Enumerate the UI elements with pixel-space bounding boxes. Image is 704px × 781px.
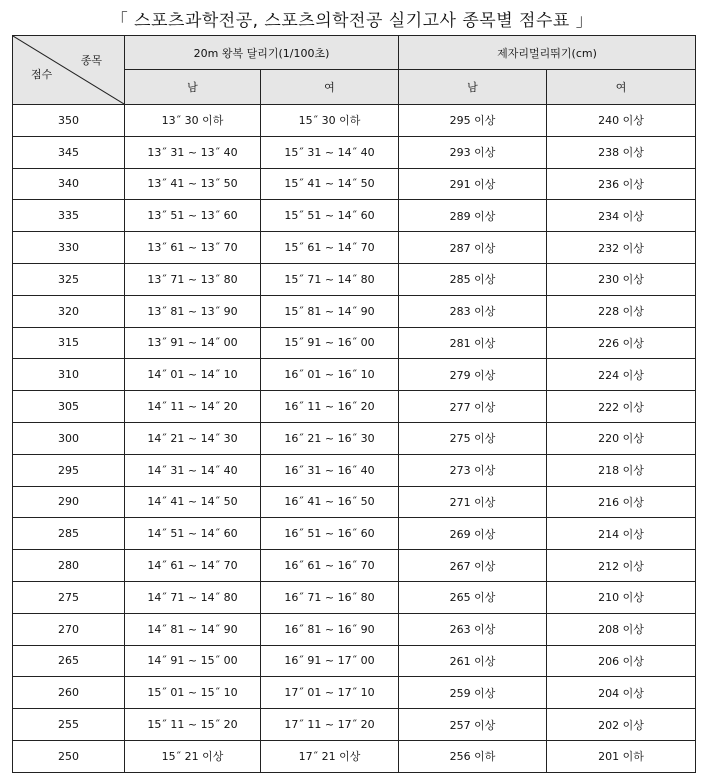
run-male-cell: 14˝ 01 ~ 14˝ 10 [125, 359, 261, 391]
jump-female-cell: 204 이상 [547, 677, 696, 709]
run-male-cell: 14˝ 81 ~ 14˝ 90 [125, 613, 261, 645]
run-male-cell: 13˝ 41 ~ 13˝ 50 [125, 168, 261, 200]
run-male-cell: 13˝ 30 이하 [125, 105, 261, 137]
score-cell: 295 [13, 454, 125, 486]
run-male-cell: 13˝ 91 ~ 14˝ 00 [125, 327, 261, 359]
jump-female-cell: 216 이상 [547, 486, 696, 518]
jump-female-cell: 210 이상 [547, 581, 696, 613]
table-row [13, 327, 696, 359]
table-row [13, 232, 696, 264]
score-cell: 250 [13, 740, 125, 772]
run-female-cell: 17˝ 01 ~ 17˝ 10 [261, 677, 399, 709]
jump-female-cell: 224 이상 [547, 359, 696, 391]
score-table-body [13, 105, 696, 773]
run-female-cell: 16˝ 61 ~ 16˝ 70 [261, 550, 399, 582]
jump-male-cell: 271 이상 [399, 486, 547, 518]
run-female-cell: 16˝ 01 ~ 16˝ 10 [261, 359, 399, 391]
score-cell: 310 [13, 359, 125, 391]
jump-female-cell: 238 이상 [547, 136, 696, 168]
header-row-events [13, 36, 696, 70]
score-cell: 345 [13, 136, 125, 168]
score-cell: 320 [13, 295, 125, 327]
table-row [13, 613, 696, 645]
jump-male-cell: 293 이상 [399, 136, 547, 168]
header-run-female: 여 [261, 70, 399, 105]
score-cell: 255 [13, 709, 125, 741]
header-jump-female: 여 [547, 70, 696, 105]
jump-male-cell: 279 이상 [399, 359, 547, 391]
jump-female-cell: 228 이상 [547, 295, 696, 327]
diagonal-line [13, 36, 124, 104]
run-male-cell: 14˝ 61 ~ 14˝ 70 [125, 550, 261, 582]
run-male-cell: 14˝ 91 ~ 15˝ 00 [125, 645, 261, 677]
table-row [13, 295, 696, 327]
run-female-cell: 17˝ 21 이상 [261, 740, 399, 772]
jump-female-cell: 208 이상 [547, 613, 696, 645]
header-run-event: 20m 왕복 달리기(1/100초) [125, 36, 399, 70]
jump-male-cell: 285 이상 [399, 263, 547, 295]
jump-female-cell: 214 이상 [547, 518, 696, 550]
jump-female-cell: 201 이하 [547, 740, 696, 772]
jump-male-cell: 273 이상 [399, 454, 547, 486]
run-male-cell: 13˝ 61 ~ 13˝ 70 [125, 232, 261, 264]
table-row [13, 581, 696, 613]
table-row [13, 518, 696, 550]
run-male-cell: 15˝ 01 ~ 15˝ 10 [125, 677, 261, 709]
jump-male-cell: 257 이상 [399, 709, 547, 741]
jump-male-cell: 283 이상 [399, 295, 547, 327]
jump-female-cell: 226 이상 [547, 327, 696, 359]
jump-male-cell: 256 이하 [399, 740, 547, 772]
jump-female-cell: 234 이상 [547, 200, 696, 232]
jump-female-cell: 212 이상 [547, 550, 696, 582]
jump-male-cell: 265 이상 [399, 581, 547, 613]
corner-score-label: 점수 [31, 68, 53, 81]
table-row [13, 645, 696, 677]
run-female-cell: 16˝ 81 ~ 16˝ 90 [261, 613, 399, 645]
run-male-cell: 14˝ 11 ~ 14˝ 20 [125, 391, 261, 423]
page-title [0, 6, 704, 31]
run-female-cell: 16˝ 51 ~ 16˝ 60 [261, 518, 399, 550]
jump-male-cell: 281 이상 [399, 327, 547, 359]
score-cell: 265 [13, 645, 125, 677]
table-row [13, 486, 696, 518]
run-male-cell: 14˝ 21 ~ 14˝ 30 [125, 422, 261, 454]
table-row [13, 550, 696, 582]
run-male-cell: 15˝ 11 ~ 15˝ 20 [125, 709, 261, 741]
title-close-bracket: 」 [575, 11, 594, 31]
run-female-cell: 17˝ 11 ~ 17˝ 20 [261, 709, 399, 741]
corner-event-label: 종목 [80, 54, 102, 67]
table-row [13, 740, 696, 772]
jump-female-cell: 240 이상 [547, 105, 696, 137]
jump-female-cell: 230 이상 [547, 263, 696, 295]
table-row [13, 136, 696, 168]
jump-male-cell: 267 이상 [399, 550, 547, 582]
run-male-cell: 14˝ 41 ~ 14˝ 50 [125, 486, 261, 518]
jump-male-cell: 261 이상 [399, 645, 547, 677]
run-female-cell: 15˝ 61 ~ 14˝ 70 [261, 232, 399, 264]
run-female-cell: 16˝ 21 ~ 16˝ 30 [261, 422, 399, 454]
run-female-cell: 16˝ 31 ~ 16˝ 40 [261, 454, 399, 486]
title-text: 스포츠과학전공, 스포츠의학전공 실기고사 종목별 점수표 [134, 11, 570, 31]
run-male-cell: 13˝ 71 ~ 13˝ 80 [125, 263, 261, 295]
jump-male-cell: 295 이상 [399, 105, 547, 137]
title-open-bracket: 「 [110, 11, 129, 31]
table-row [13, 200, 696, 232]
run-female-cell: 16˝ 71 ~ 16˝ 80 [261, 581, 399, 613]
score-cell: 280 [13, 550, 125, 582]
run-female-cell: 16˝ 41 ~ 16˝ 50 [261, 486, 399, 518]
table-row [13, 263, 696, 295]
run-female-cell: 15˝ 41 ~ 14˝ 50 [261, 168, 399, 200]
run-female-cell: 16˝ 11 ~ 16˝ 20 [261, 391, 399, 423]
score-cell: 350 [13, 105, 125, 137]
score-cell: 305 [13, 391, 125, 423]
score-cell: 340 [13, 168, 125, 200]
jump-female-cell: 218 이상 [547, 454, 696, 486]
table-row [13, 709, 696, 741]
header-run-male: 남 [125, 70, 261, 105]
table-row [13, 168, 696, 200]
run-female-cell: 15˝ 51 ~ 14˝ 60 [261, 200, 399, 232]
table-row [13, 677, 696, 709]
jump-male-cell: 275 이상 [399, 422, 547, 454]
run-female-cell: 15˝ 30 이하 [261, 105, 399, 137]
table-row [13, 422, 696, 454]
run-male-cell: 14˝ 71 ~ 14˝ 80 [125, 581, 261, 613]
jump-female-cell: 206 이상 [547, 645, 696, 677]
jump-female-cell: 222 이상 [547, 391, 696, 423]
score-cell: 290 [13, 486, 125, 518]
table-row [13, 391, 696, 423]
run-male-cell: 13˝ 81 ~ 13˝ 90 [125, 295, 261, 327]
jump-male-cell: 289 이상 [399, 200, 547, 232]
jump-female-cell: 220 이상 [547, 422, 696, 454]
jump-male-cell: 277 이상 [399, 391, 547, 423]
score-cell: 325 [13, 263, 125, 295]
score-cell: 270 [13, 613, 125, 645]
jump-male-cell: 259 이상 [399, 677, 547, 709]
run-female-cell: 16˝ 91 ~ 17˝ 00 [261, 645, 399, 677]
score-cell: 335 [13, 200, 125, 232]
run-male-cell: 13˝ 51 ~ 13˝ 60 [125, 200, 261, 232]
run-male-cell: 13˝ 31 ~ 13˝ 40 [125, 136, 261, 168]
table-row [13, 105, 696, 137]
run-female-cell: 15˝ 81 ~ 14˝ 90 [261, 295, 399, 327]
score-cell: 260 [13, 677, 125, 709]
jump-female-cell: 202 이상 [547, 709, 696, 741]
jump-female-cell: 232 이상 [547, 232, 696, 264]
run-male-cell: 14˝ 31 ~ 14˝ 40 [125, 454, 261, 486]
jump-male-cell: 263 이상 [399, 613, 547, 645]
header-jump-male: 남 [399, 70, 547, 105]
table-row [13, 359, 696, 391]
score-cell: 300 [13, 422, 125, 454]
score-cell: 275 [13, 581, 125, 613]
run-female-cell: 15˝ 91 ~ 16˝ 00 [261, 327, 399, 359]
jump-male-cell: 269 이상 [399, 518, 547, 550]
run-male-cell: 15˝ 21 이상 [125, 740, 261, 772]
table-row [13, 454, 696, 486]
run-female-cell: 15˝ 31 ~ 14˝ 40 [261, 136, 399, 168]
header-jump-event: 제자리멀리뛰기(cm) [399, 36, 696, 70]
score-cell: 330 [13, 232, 125, 264]
score-cell: 285 [13, 518, 125, 550]
score-table [12, 35, 696, 773]
jump-male-cell: 291 이상 [399, 168, 547, 200]
jump-male-cell: 287 이상 [399, 232, 547, 264]
score-cell: 315 [13, 327, 125, 359]
run-male-cell: 14˝ 51 ~ 14˝ 60 [125, 518, 261, 550]
jump-female-cell: 236 이상 [547, 168, 696, 200]
corner-header-cell [13, 36, 125, 105]
run-female-cell: 15˝ 71 ~ 14˝ 80 [261, 263, 399, 295]
